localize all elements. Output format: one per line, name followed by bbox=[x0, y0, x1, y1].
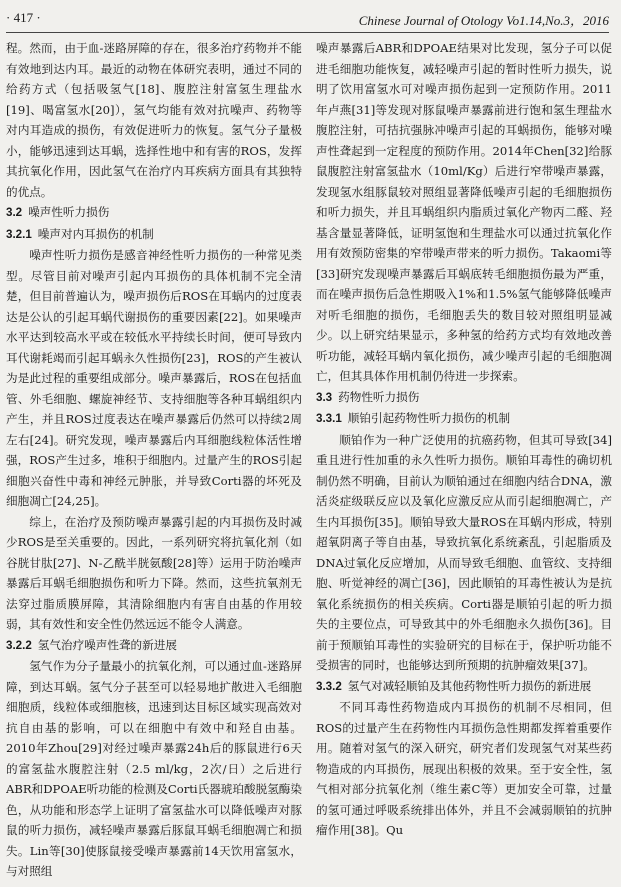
subsection-number: 3.3.2 bbox=[316, 679, 342, 693]
section-number: 3.3 bbox=[316, 390, 333, 404]
subsection-number: 3.3.1 bbox=[316, 412, 342, 425]
subsection-title: 氢气对减轻顺铂及其他药物性听力损伤的新进展 bbox=[347, 678, 592, 693]
paragraph: 顺铂作为一种广泛使用的抗癌药物，但其可导致[34]重且进行性加重的永久性听力损伤。顺铂耳毒性的确切机制仍然不明确，目前认为顺铂通过在细胞内结合DNA，激活炎症级联反应以及氧化应激反应从而引起细胞凋亡，产生内耳损伤[35]。顺铂导致大量ROS在耳蜗内形成，特别超氧阴离子等自由基，导致抗氧化系统紊乱，引起脂质及DNA过氧化反应增加，从而导致毛细胞、血管纹、支持细胞、听觉神经的凋亡[36]，因此顺铂的耳毒性被认为是抗氧化系统损伤的相关疾病。Corti器是顺铂引起的听力损失的主要位点，可导致其中的外毛细胞永久损伤[36]。目前于预顺铂耳毒性的实验研究的目标在于，保护听功能不受损害的同时，也能够达到所预期的抗肿瘤效果[37]。 bbox=[316, 432, 612, 672]
paragraph: 噪声暴露后ABR和DPOAE结果对比发现，氢分子可以促进毛细胞功能恢复，减轻噪声引起的暂时性听力损失，说明了饮用富氢水可对噪声损伤起到一定预防作用。2011年卢燕[31]等发现对豚鼠噪声暴露前进行饱和氢生理盐水腹腔注射，可拮抗强脉冲噪声引起的耳蜗损伤，能够对噪声性聋起到一定程度的预防作用。2014年Chen[32]给豚鼠腹腔注射富氢盐水（10ml/Kg）后进行窄带噪声暴露，发现氢水组豚鼠较对照组显著降低噪声引起的毛细胞损伤和听力损失，并且耳蜗组织内脂质过氧化产物丙二醛、羟基含量显著降低，证明氢饱和生理盐水可以通过抗氧化作用有效预防密集的窄带噪声带来的听力损伤。Takaomi等[33]研究发现噪声暴露后耳蜗底转毛细胞损伤最为严重，而在噪声损伤后急性期吸入1%和1.5%氢气能够降低噪声对听毛细胞的损伤，毛细胞丢失的数目较对照组明显减少。以上研究结果显示，多种氢的给药方式均有效地改善听功能，减轻耳蜗内氧化损伤，减少噪声引起的毛细胞凋亡，但其具体作用机制仍待进一步探索。 bbox=[316, 41, 612, 383]
paragraph: 不同耳毒性药物造成内耳损伤的机制不尽相同，但ROS的过量产生在药物性内耳损伤急性期都发挥着重要作用。随着对氢气的深入研究，研究者们发现氢气对某些药物造成的内耳损伤，展现出积极的效果。至于安全性，氢气相对部分抗氧化剂（维生素C等）更加安全可靠，过量的氢可通过呼吸系统排出体外，并且不会减弱顺铂的抗肿瘤作用[38]。Qu bbox=[316, 700, 612, 837]
left-column bbox=[6, 38, 302, 884]
subsection-title: 氢气治疗噪声性聋的新进展 bbox=[37, 637, 177, 652]
paragraph: 氢气作为分子量最小的抗氧化剂，可以通过血-迷路屏障，到达耳蜗。氢气分子甚至可以轻易地扩散进入毛细胞细胞质，线粒体或细胞核，迅速到达目标区域实现高效对抗自由基的影响，可以在细胞中有效中和羟自由基。2010年Zhou[29]对经过噪声暴露24h后的豚鼠进行6天的富氢盐水腹腔注射（2.5 ml/kg，2次/日）之后进行ABR和DPOAE听功能的检测及Corti氏器琥珀酸脱氢酶染色，从功能和形态学上证明了富氢盐水可以降低噪声对豚鼠的听力损伤，减轻噪声暴露后豚鼠耳蜗毛细胞凋亡和损失。Lin等[30]使豚鼠接受噪声暴露前14天饮用富氢水，与对照组 bbox=[6, 659, 302, 878]
section-heading bbox=[316, 387, 612, 409]
section-number: 3.2 bbox=[6, 206, 23, 219]
section-title: 噪声性听力损伤 bbox=[28, 205, 110, 219]
paragraph: 程。然而，由于血-迷路屏障的存在，很多治疗药物并不能有效地到达内耳。最近的动物在体研究表明，通过不同的给药方式（包括吸氢气[18]、腹腔注射富氢生理盐水[19]、喝富氢水[20]），氢气均能有效对抗噪声、药物等对内耳造成的损伤，有效促进听力的恢复。氢气分子量极小，能够迅速到达耳蜗，选择性地中和有害的ROS，发挥其抗氧化作用，因此氢气在治疗内耳疾病方面具有其独特的优点。 bbox=[6, 41, 302, 199]
paragraph: 综上，在治疗及预防噪声暴露引起的内耳损伤及时减少ROS是至关重要的。因此，一系列研究将抗氧化剂（如谷胱甘肽[27]、N-乙酰半胱氨酸[28]等）运用于防治噪声暴露后耳蜗毛细胞损伤和听力下降。然而，这些抗氧剂无法穿过脂质膜屏障，其清除细胞内有害自由基的作用较弱，其有效性和安全性仍然远远不能令人满意。 bbox=[6, 514, 302, 631]
subsection-heading bbox=[6, 635, 302, 657]
page-number: · 417 · bbox=[6, 10, 41, 25]
subsection-heading bbox=[316, 408, 612, 430]
running-header bbox=[6, 6, 609, 33]
subsection-heading bbox=[316, 676, 612, 698]
subsection-title: 顺铂引起药物性听力损伤的机制 bbox=[347, 411, 511, 425]
section-title: 药物性听力损伤 bbox=[338, 389, 420, 404]
subsection-heading bbox=[6, 224, 302, 246]
right-column bbox=[316, 38, 612, 884]
journal-name: Chinese Journal of Otology Vo1.14,No.3，2016 bbox=[358, 13, 609, 28]
subsection-title: 噪声对内耳损伤的机制 bbox=[37, 226, 154, 241]
subsection-number: 3.2.2 bbox=[6, 638, 32, 652]
paragraph: 噪声性听力损伤是感音神经性听力损伤的一种常见类型。尽管目前对噪声引起内耳损伤的具体机制不完全清楚，但目前普遍认为，噪声损伤后ROS在耳蜗内的过度表达是公认的引起耳蜗代谢损伤的重要因素[22]。如果噪声水平达到较高水平或在较低水平持续长时间，便可导致内耳代谢耗竭而引起耳蜗永久性损伤[23]，ROS的产生被认为是此过程的重要组成部分。噪声暴露后，ROS在包括血管、外毛细胞、螺旋神经节、支持细胞等各种耳蜗组织内产生，并且ROS过度表达在噪声暴露后仍然可以持续2周左右[24]。研究发现，噪声暴露后内耳细胞线粒体活性增强，ROS产生过多，堆积于细胞内。过量产生的ROS引起细胞兴奋性中毒和神经元肿胀，并导致Corti器的坏死及细胞凋亡[24,25]。 bbox=[6, 248, 302, 508]
section-heading bbox=[6, 202, 302, 224]
subsection-number: 3.2.1 bbox=[6, 227, 32, 241]
